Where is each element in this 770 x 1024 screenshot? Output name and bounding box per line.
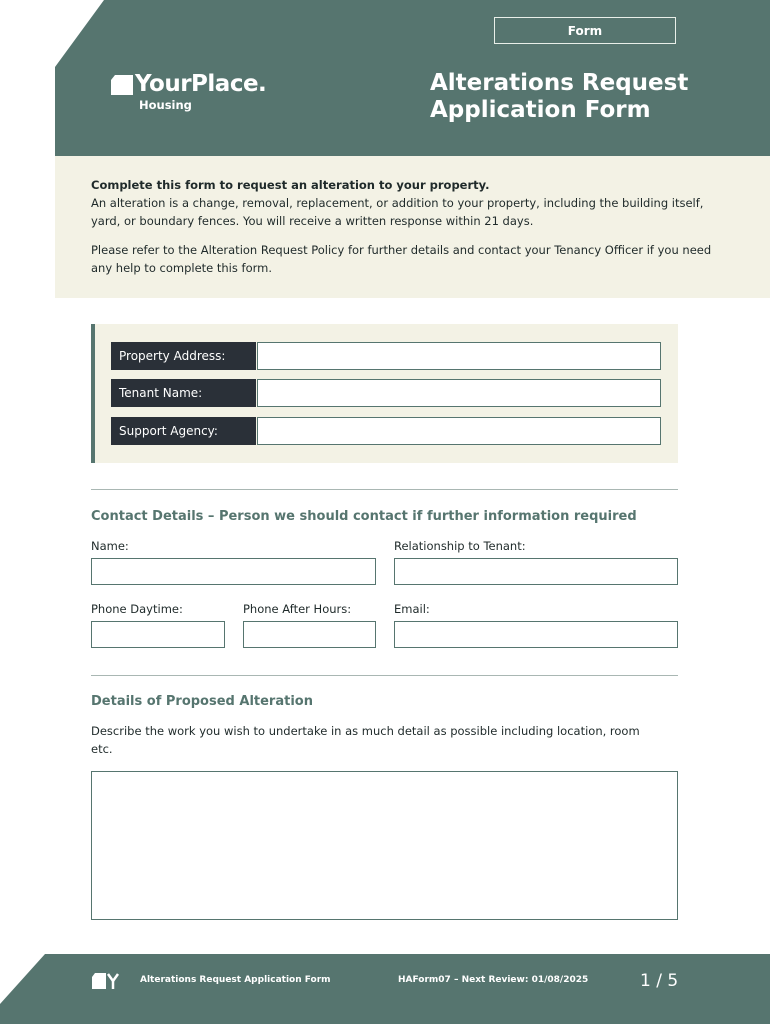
alteration-instructions: Describe the work you wish to undertake in as much detail as possible including location, room etc.: [91, 724, 640, 756]
support-agency-row: [111, 417, 664, 445]
intro-body: An alteration is a change, removal, replacement, or addition to your property, including the building itself, yard, or boundary fences. You will receive a written response within 21 days.: [91, 196, 704, 228]
footer-logo-icon: [92, 973, 120, 989]
name-label: Name:: [91, 539, 129, 553]
email-label: Email:: [394, 602, 430, 616]
footer-form-code: HAForm07 – Next Review: 01/08/2025: [398, 975, 589, 985]
title-line-1: Alterations Request: [430, 70, 689, 96]
intro-lead: Complete this form to request an alteration to your property.: [91, 178, 490, 192]
page-footer: [0, 954, 770, 1024]
page-header: [0, 0, 770, 156]
logo-sub-text: Housing: [139, 98, 192, 112]
email-field[interactable]: [394, 621, 678, 648]
page-number: 1 / 5: [640, 971, 679, 991]
intro-policy: Please refer to the Alteration Request Policy for further details and contact your Tenancy Officer if you need any help to complete this form.: [91, 243, 712, 275]
alteration-details-heading: Details of Proposed Alteration: [91, 694, 313, 709]
support-agency-field[interactable]: [257, 417, 661, 445]
alteration-description-field[interactable]: [91, 771, 678, 920]
contact-details-heading: Contact Details – Person we should contact if further information required: [91, 509, 637, 524]
section-divider: [91, 675, 678, 676]
support-agency-label: Support Agency:: [111, 417, 256, 445]
phone-after-hours-label: Phone After Hours:: [243, 602, 352, 616]
name-field[interactable]: [91, 558, 376, 585]
footer-title: Alterations Request Application Form: [140, 975, 331, 985]
relationship-field[interactable]: [394, 558, 678, 585]
tenant-name-label: Tenant Name:: [111, 379, 256, 407]
form-tag: Form: [494, 17, 676, 44]
title-line-2: Application Form: [430, 97, 651, 123]
property-details-panel: [91, 324, 678, 463]
property-address-field[interactable]: [257, 342, 661, 370]
property-address-row: [111, 342, 664, 370]
logo-brand-text: YourPlace.: [135, 71, 267, 97]
property-address-label: Property Address:: [111, 342, 256, 370]
phone-daytime-field[interactable]: [91, 621, 225, 648]
page-title: [430, 70, 688, 124]
tenant-name-field[interactable]: [257, 379, 661, 407]
relationship-label: Relationship to Tenant:: [394, 539, 526, 553]
section-divider: [91, 489, 678, 490]
phone-daytime-label: Phone Daytime:: [91, 602, 183, 616]
phone-after-hours-field[interactable]: [243, 621, 376, 648]
logo-mark-icon: [111, 75, 133, 95]
tenant-name-row: [111, 379, 664, 407]
intro-panel: [55, 156, 770, 298]
